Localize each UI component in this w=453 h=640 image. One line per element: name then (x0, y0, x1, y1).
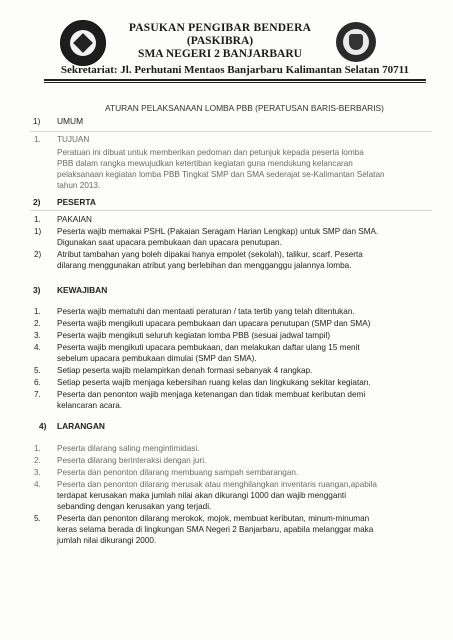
item-line: sebelum upacara pembukaan dimulai (SMP dan SMA). (57, 354, 257, 363)
item-line: Setiap peserta wajib melampirkan denah formasi sebanyak 4 rangkap. (57, 366, 313, 375)
section-heading-kewajiban: KEWAJIBAN (57, 285, 108, 295)
divider (30, 131, 432, 132)
paragraph-line: tahun 2013. (57, 181, 101, 190)
item-number: 5. (34, 514, 41, 523)
item-line: Peserta wajib mengikuti upacara pembukaan, dan melakukan daftar ulang 15 menit (57, 343, 360, 352)
item-line: Peserta dilarang saling mengintimidasi. (57, 444, 200, 453)
item-number: 1. (34, 444, 41, 453)
item-line: Peserta dan penonton wajib menjaga ketenangan dan tidak membuat keributan demi (57, 390, 366, 399)
sub-heading-tujuan: TUJUAN (57, 135, 90, 144)
item-line: jumlah nilai dikurangi 2000. (57, 536, 157, 545)
item-line: Peserta dan penonton dilarang merusak atau menghilangkan inventaris ruangan,apabila (57, 480, 377, 489)
section-number: 1) (33, 116, 41, 126)
sub-heading-pakaian: PAKAIAN (57, 215, 92, 224)
item-line: kelancaran acara. (57, 401, 123, 410)
item-number: 2. (34, 319, 41, 328)
item-line: Setiap peserta wajib menjaga kebersihan ruang kelas dan lingkukang sekitar kegiatan. (57, 378, 371, 387)
item-number: 2) (34, 250, 42, 259)
section-heading-umum: UMUM (57, 116, 84, 126)
item-line: Peserta dan penonton dilarang membuang sampah sembarangan. (57, 468, 299, 477)
section-heading-peserta: PESERTA (57, 197, 96, 207)
paragraph-line: PBB dalam rangka mewujudkan ketertiban kegiatan guna mendukung kelancaran (57, 159, 353, 168)
org-abbrev: (PASKIBRA) (186, 35, 254, 47)
item-number: 5. (34, 366, 41, 375)
item-line: Peserta wajib memakai PSHL (Pakaian Seragam Harian Lengkap) untuk SMP dan SMA. (57, 227, 379, 236)
section-heading-larangan: LARANGAN (57, 421, 105, 431)
secretariat-address: Sekretariat: Jl. Perhutani Mentaos Banjarbaru Kalimantan Selatan 70711 (60, 64, 410, 76)
item-number: 1) (34, 227, 42, 236)
item-line: Atribut tambahan yang boleh dipakai hanya empolet (sekolah), talikur, scarf. Peserta (57, 250, 363, 259)
item-number: 7. (34, 390, 41, 399)
school-logo (336, 22, 376, 62)
item-number: 3. (34, 468, 41, 477)
item-line: terdapat kerusakan maka jumlah nilai akan dikurangi 1000 dan wajib mengganti (57, 491, 347, 500)
school-name: SMA NEGERI 2 BANJARBARU (138, 48, 302, 60)
sub-number: 1. (34, 215, 41, 224)
item-line: Peserta wajib mengikuti upacara pembukaan dan upacara penutupan (SMP dan SMA) (57, 319, 371, 328)
item-number: 4. (34, 480, 41, 489)
section-number: 3) (33, 285, 41, 295)
item-line: Digunakan saat upacara pembukaan dan upacara penutupan. (57, 238, 282, 247)
item-line: Peserta wajib mengikuti seluruh kegiatan lomba PBB (sesuai jadwal tampil) (57, 331, 331, 340)
sub-number: 1. (34, 135, 41, 144)
item-line: Peserta dan penonton dilarang merokok, mojok, membuat keributan, minum-minuman (57, 514, 370, 523)
item-line: Peserta dilarang berinteraksi dengan juri. (57, 456, 207, 465)
section-number: 4) (39, 421, 47, 431)
divider (30, 210, 432, 211)
item-number: 3. (34, 331, 41, 340)
item-number: 1. (34, 307, 41, 316)
header-rule-thick (44, 79, 426, 81)
item-line: dilarang menggunakan atribut yang berlebihan dan mengganggu jalannya lomba. (57, 261, 352, 270)
org-name: PASUKAN PENGIBAR BENDERA (128, 22, 312, 34)
section-number: 2) (33, 197, 41, 207)
item-line: keras selama berada di lingkungan SMA Negeri 2 Banjarbaru, apabila melanggar maka (57, 525, 374, 534)
item-line: sebanding dengan kerusakan yang terjadi. (57, 502, 212, 511)
document-title: ATURAN PELAKSANAAN LOMBA PBB (PERATUSAN BARIS-BERBARIS) (105, 103, 384, 113)
item-number: 6. (34, 378, 41, 387)
item-line: Peserta wajib mematuhi dan mentaati peraturan / tata tertib yang telah ditentukan. (57, 307, 355, 316)
paragraph-line: pelaksanaan kegiatan lomba PBB Tingkat SMP dan SMA sederajat se-Kalimantan Selatan (57, 170, 385, 179)
item-number: 4. (34, 343, 41, 352)
paragraph-line: Peratuan ini dibuat untuk memberikan pedoman dan petunjuk kepada peserta lomba (57, 148, 364, 157)
header-rule-thin (44, 82, 426, 83)
paskibra-logo (60, 20, 106, 66)
item-number: 2. (34, 456, 41, 465)
